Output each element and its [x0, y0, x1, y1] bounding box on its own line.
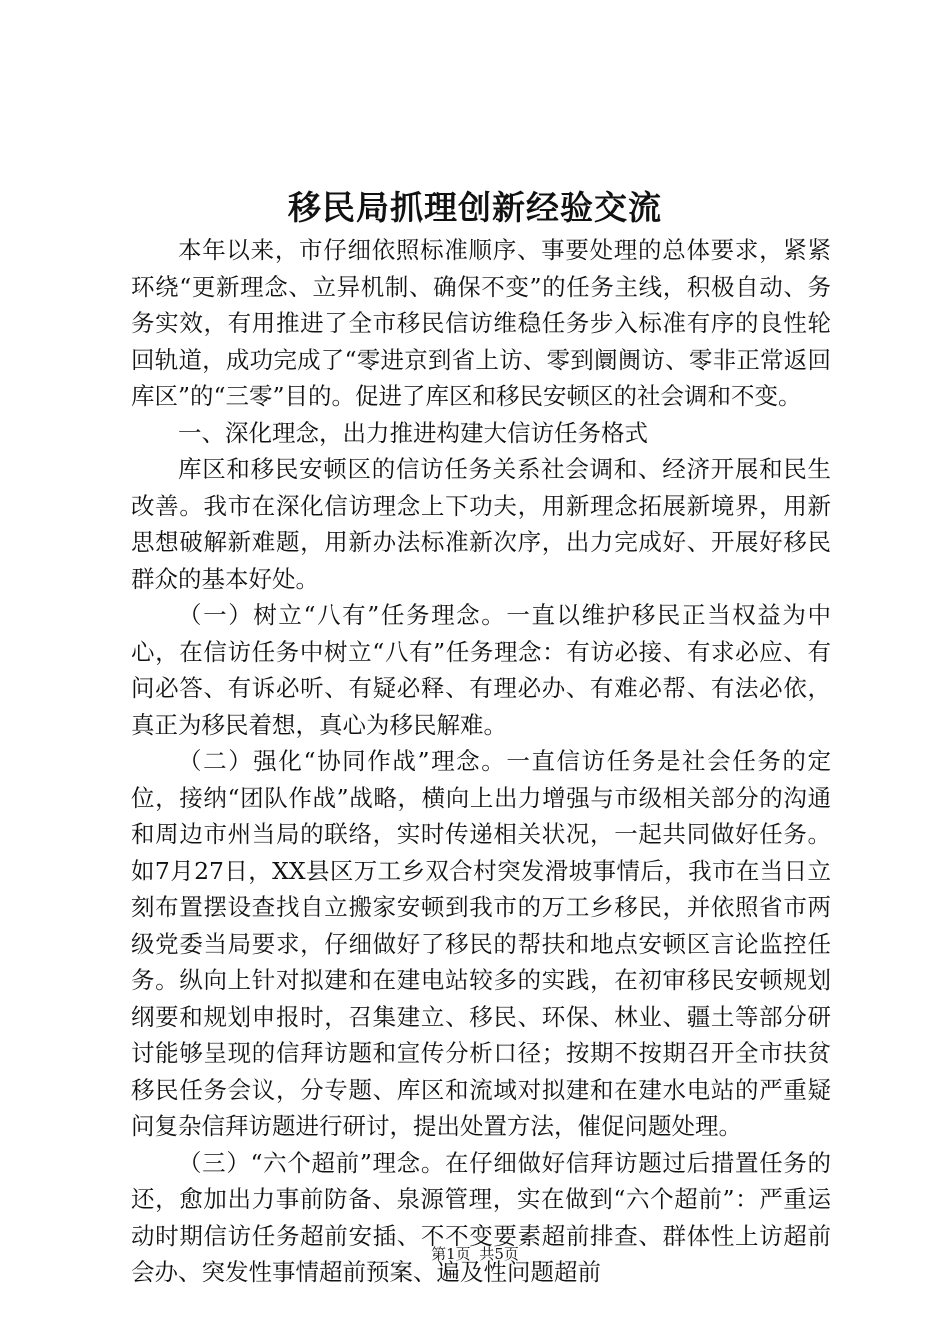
- page-footer: [0, 1244, 950, 1264]
- paragraph-intro: 本年以来，市仔细依照标准顺序、事要处理的总体要求，紧紧环绕“更新理念、立异机制、确保不变”的任务主线，积极自动、务务实效，有用推进了全市移民信访维稳任务步入标准有序的良性轮回轨道，成功完成了“零进京到省上访、零到阛阓访、零非正常返回库区”的“三零”目的。促进了库区和移民安顿区的社会调和不变。: [131, 236, 831, 410]
- paragraph-item-2: （二）强化“协同作战”理念。一直信访任务是社会任务的定位，接纳“团队作战”战略，横向上出力增强与市级相关部分的沟通和周边市州当局的联络，实时传递相关状况，一起共同做好任务。如7月27日，XX县区万工乡双合村突发滑坡事情后，我市在当日立刻布置摆设查找自立搬家安顿到我市的万工乡移民，并依照省市两级党委当局要求，仔细做好了移民的帮扶和地点安顿区言论监控任务。纵向上针对拟建和在建电站较多的实践，在初审移民安顿规划纲要和规划申报时，召集建立、移民、环保、林业、疆土等部分研讨能够呈现的信拜访题和宣传分析口径；按期不按期召开全市扶贫移民任务会议，分专题、库区和流域对拟建和在建水电站的严重疑问复杂信拜访题进行研讨，提出处置方法，催促问题处理。: [131, 747, 831, 1140]
- page-number: 第1页: [431, 1245, 471, 1263]
- page-total: 共5页: [479, 1245, 519, 1263]
- section-heading-1: 一、深化理念，出力推进构建大信访任务格式: [178, 418, 648, 447]
- document-title: 移民局抓理创新经验交流: [288, 188, 662, 227]
- document-body: [131, 232, 831, 1291]
- paragraph-item-1: （一）树立“八有”任务理念。一直以维护移民正当权益为中心，在信访任务中树立“八有”任务理念：有访必接、有求必应、有问必答、有诉必听、有疑必释、有理必办、有难必帮、有法必依，真正为移民着想，真心为移民解难。: [131, 601, 831, 739]
- paragraph-section-1: 库区和移民安顿区的信访任务关系社会调和、经济开展和民生改善。我市在深化信访理念上下功夫，用新理念拓展新境界，用新思想破解新难题，用新办法标准新次序，出力完成好、开展好移民群众的基本好处。: [131, 455, 831, 593]
- paragraph-item-3: （三）“六个超前”理念。在仔细做好信拜访题过后措置任务的还，愈加出力事前防备、泉源管理，实在做到“六个超前”：严重运动时期信访任务超前安插、不不变要素超前排查、群体性上访超前会办、突发性事情超前预案、遍及性问题超前: [131, 1148, 831, 1286]
